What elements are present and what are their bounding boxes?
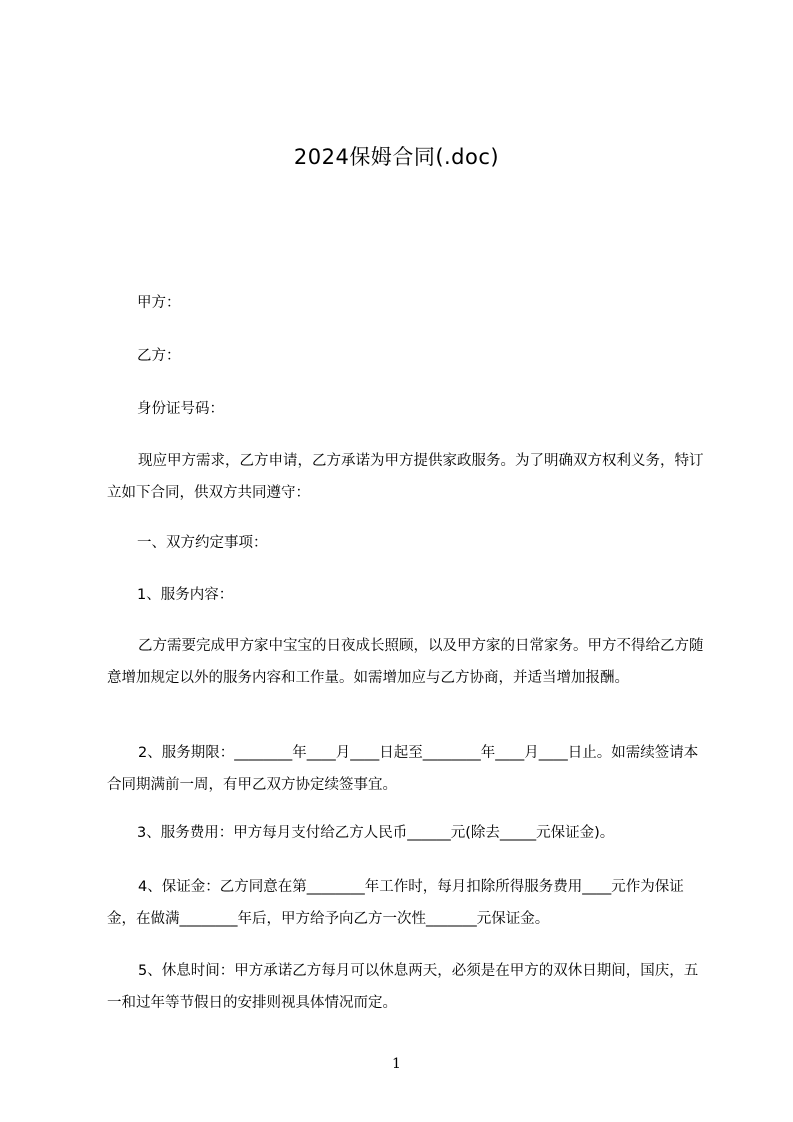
page-number: 1	[392, 1056, 401, 1072]
intro-paragraph	[107, 445, 707, 509]
intro-text: 现应甲方需求，乙方申请，乙方承诺为甲方提供家政服务。为了明确双方权利义务，特订立如下合同，供双方共同遵守：	[107, 453, 704, 501]
item-2-text: 2、服务期限：________年____月____日起至________年____月____日止。如需续签请本合同期满前一周，有甲乙双方协定续签事宜。	[107, 745, 699, 793]
item-5-text: 5、休息时间：甲方承诺乙方每月可以休息两天，必须是在甲方的双休日期间，国庆，五一和过年等节假日的安排则视具体情况而定。	[107, 963, 699, 1011]
id-number-text: 身份证号码：	[137, 401, 224, 417]
party-a-label	[107, 287, 707, 319]
item-2-paragraph	[107, 737, 707, 801]
item-1-body-text: 乙方需要完成甲方家中宝宝的日夜成长照顾，以及甲方家的日常家务。甲方不得给乙方随意增加规定以外的服务内容和工作量。如需增加应与乙方协商，并适当增加报酬。	[107, 638, 704, 686]
item-1-paragraph	[107, 630, 707, 694]
item-1-heading	[107, 579, 707, 611]
id-number-label	[107, 393, 707, 425]
item-5-paragraph	[107, 955, 707, 1019]
party-a-text: 甲方：	[137, 295, 181, 311]
section-1-text: 一、双方约定事项：	[137, 535, 268, 551]
party-b-text: 乙方：	[137, 348, 181, 364]
document-title: 2024保姆合同(.doc)	[293, 145, 500, 169]
section-1-heading	[107, 527, 707, 559]
item-4-text: 4、保证金：乙方同意在第________年工作时，每月扣除所得服务费用____元作为保证金，在做满________年后，甲方给予向乙方一次性_______元保证金。	[107, 879, 684, 927]
item-3-text: 3、服务费用：甲方每月支付给乙方人民币______元(除去_____元保证金)。	[137, 825, 615, 841]
party-b-label	[107, 340, 707, 372]
item-1-title-text: 1、服务内容：	[137, 587, 234, 603]
item-4-paragraph	[107, 871, 707, 935]
item-3-paragraph	[107, 817, 707, 849]
